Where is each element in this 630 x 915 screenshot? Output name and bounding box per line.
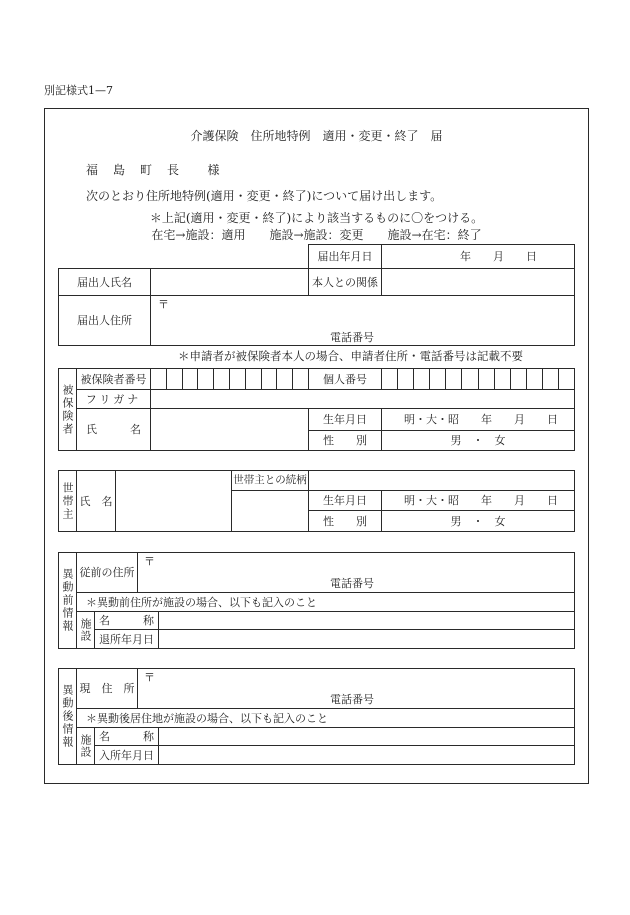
applicant-address-label: 届出人住所 [58,295,151,346]
applicant-address-field[interactable] [150,295,575,346]
insured-number-digit-box[interactable] [150,368,167,390]
householder-birth-label: 生年月日 [308,490,382,511]
furigana-label: フリガナ [76,389,151,409]
householder-name-label: 氏 名 [76,470,116,532]
householder-birth-era-options: 明・大・昭 年 月 日 [404,494,558,507]
householder-relation-label: 世帯主との続柄 [231,470,309,491]
personal-number-digit-box[interactable] [413,368,430,390]
householder-sex-field[interactable] [381,510,575,532]
discharge-date-field[interactable] [158,629,575,649]
previous-address-field[interactable] [137,552,575,593]
insured-name-field[interactable] [150,408,309,451]
personal-number-digit-box[interactable] [494,368,511,390]
phone-number-label: 電話番号 [330,331,374,344]
after-move-facility-name-label: 名 称 [94,727,159,746]
personal-number-digit-box[interactable] [526,368,543,390]
insured-number-digit-box[interactable] [197,368,214,390]
insured-number-digit-box[interactable] [261,368,277,390]
relationship-field[interactable] [381,268,575,296]
insured-number-label: 被保険者番号 [76,368,151,390]
admission-date-label: 入所年月日 [94,745,159,765]
insured-sex-options: 男 ・ 女 [450,434,506,447]
submission-date-label: 届出年月日 [308,244,382,269]
insured-number-digit-box[interactable] [245,368,262,390]
personal-number-digit-box[interactable] [429,368,446,390]
insured-number-digit-box[interactable] [229,368,246,390]
before-move-facility-name-label: 名 称 [94,611,159,630]
insured-number-field[interactable] [150,368,309,390]
type-instruction: 在宅→施設：適用 施設→施設：変更 施設→在宅：終了 [151,228,482,242]
insured-sex-field[interactable] [381,430,575,451]
after-move-section-label: 異動後情報 [58,668,77,765]
form-id: 別記様式1—7 [44,84,113,97]
insured-sex-label: 性 別 [308,430,382,451]
householder-sex-label: 性 別 [308,510,382,532]
after-move-facility-name-field[interactable] [158,727,575,746]
after-move-facility-label: 施設 [76,727,95,765]
personal-number-digit-box[interactable] [461,368,479,390]
personal-number-digit-box[interactable] [381,368,398,390]
postal-code-mark: 〒 [144,555,155,568]
phone-number-label: 電話番号 [330,577,374,590]
householder-birth-field[interactable] [381,490,575,511]
personal-number-digit-box[interactable] [397,368,414,390]
addressee: 福 島 町 長 様 [86,163,222,177]
householder-blank-cell [308,470,575,491]
householder-sex-options: 男 ・ 女 [450,514,506,528]
intro-text: 次のとおり住所地特例(適用・変更・終了)について届け出します。 [86,189,443,203]
before-move-facility-note-text: ＊異動前住所が施設の場合、以下も記入のこと [86,595,317,609]
insured-number-digit-box[interactable] [292,368,309,390]
applicant-name-label: 届出人氏名 [58,268,151,296]
discharge-date-label: 退所年月日 [94,629,159,649]
personal-number-digit-box[interactable] [558,368,575,390]
after-move-facility-note [76,708,575,728]
householder-relation-field[interactable] [231,490,309,532]
insured-birth-label: 生年月日 [308,408,382,431]
personal-number-label: 個人番号 [308,368,382,390]
before-move-facility-name-field[interactable] [158,611,575,630]
before-move-facility-note [76,592,575,612]
personal-number-field[interactable] [381,368,575,390]
current-address-field[interactable] [137,668,575,709]
postal-code-mark: 〒 [158,298,169,311]
insured-birth-era-options: 明・大・昭 年 月 日 [404,413,558,426]
before-move-facility-label: 施設 [76,611,95,649]
applicant-note: ＊申請者が被保険者本人の場合、申請者住所・電話番号は記載不要 [178,349,523,363]
admission-date-field[interactable] [158,745,575,765]
insured-number-digit-box[interactable] [182,368,198,390]
submission-date-units: 年 月 日 [460,250,537,263]
personal-number-digit-box[interactable] [510,368,527,390]
current-address-label: 現 住 所 [76,668,138,709]
householder-name-field[interactable] [115,470,232,532]
postal-code-mark: 〒 [144,671,155,684]
householder-section-label: 世帯主 [58,470,77,532]
insured-number-digit-box[interactable] [276,368,293,390]
before-move-section-label: 異動前情報 [58,552,77,649]
circle-instruction: ＊上記(適用・変更・終了)により該当するものに〇をつける。 [149,211,484,225]
furigana-field[interactable] [150,389,575,409]
phone-number-label: 電話番号 [330,693,374,706]
submission-date-field[interactable] [381,244,575,269]
insured-number-digit-box[interactable] [213,368,230,390]
personal-number-digit-box[interactable] [478,368,495,390]
insured-name-label: 氏 名 [76,408,151,451]
insured-number-digit-box[interactable] [166,368,183,390]
after-move-facility-note-text: ＊異動後居住地が施設の場合、以下も記入のこと [86,711,328,725]
relationship-label: 本人との関係 [308,268,382,296]
form-title: 介護保険 住所地特例 適用・変更・終了 届 [190,129,443,143]
personal-number-digit-box[interactable] [542,368,559,390]
personal-number-digit-box[interactable] [445,368,462,390]
insured-birth-field[interactable] [381,408,575,431]
applicant-name-field[interactable] [150,268,309,296]
insured-section-label: 被保険者 [58,368,77,451]
previous-address-label: 従前の住所 [76,552,138,593]
